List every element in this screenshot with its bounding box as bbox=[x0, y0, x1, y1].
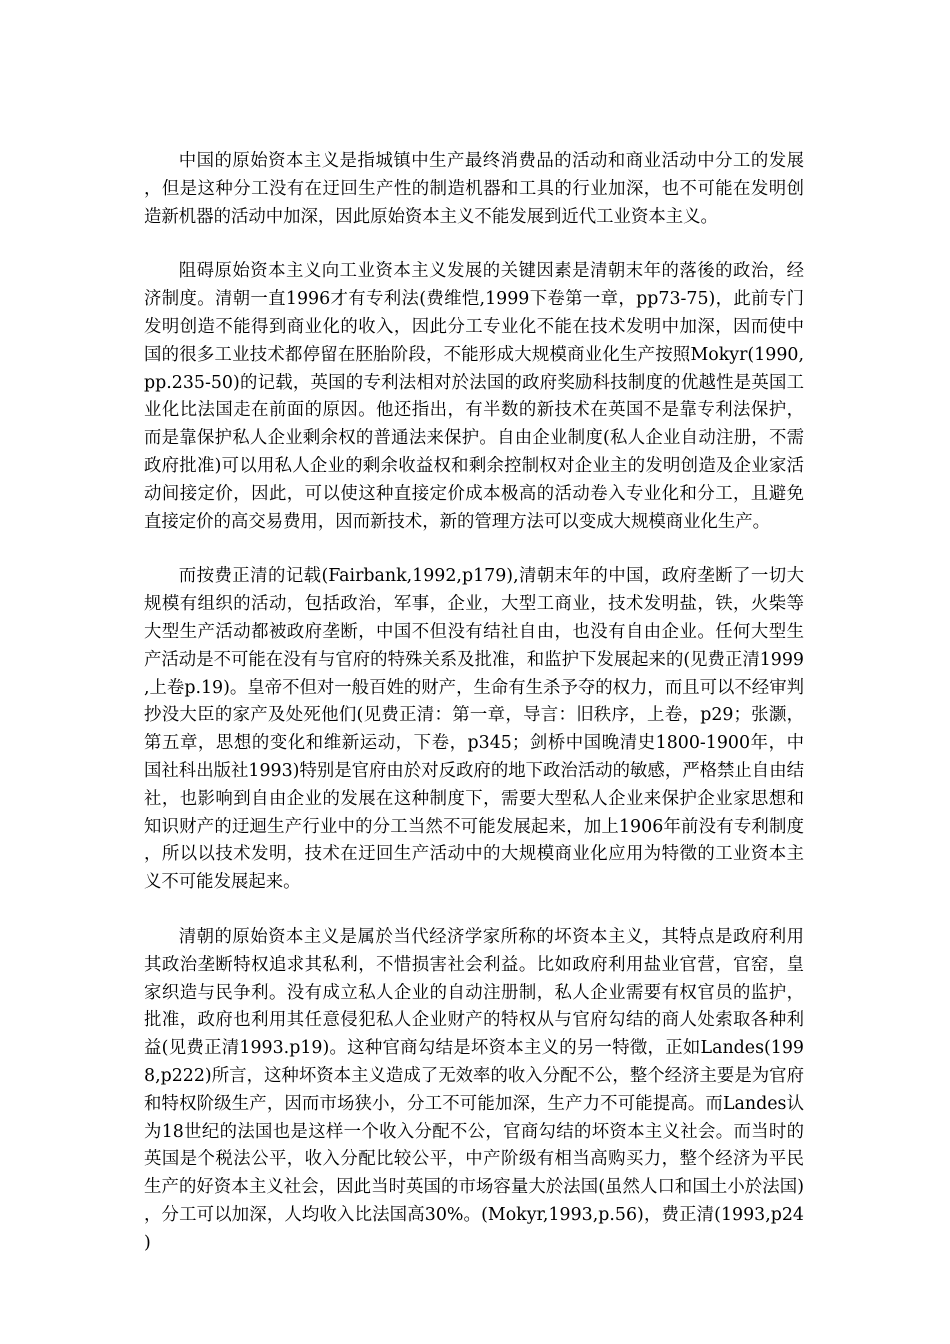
document-body bbox=[144, 148, 804, 1284]
paragraph-3: 而按费正清的记载(Fairbank,1992,p179),清朝末年的中国，政府垄断了一切大规模有组织的活动，包括政治，军事，企业，大型工商业，技术发明盐，铁，火柴等大型生产活动都被政府垄断，中国不但没有结社自由，也没有自由企业。任何大型生产活动是不可能在没有与官府的特殊关系及批准，和监护下发展起来的(见费正清1999,上卷p.19)。皇帝不但对一般百姓的财产，生命有生杀予夺的权力，而且可以不经审判抄没大臣的家产及处死他们(见费正清：第一章，导言：旧秩序，上卷，p29；张灏，第五章，思想的变化和维新运动，下卷，p345；剑桥中国晚清史1800-1900年，中国社科出版社1993)特别是官府由於对反政府的地下政治活动的敏感，严格禁止自由结社，也影响到自由企业的发展在这种制度下，需要大型私人企业来保护企业家思想和知识财产的迂迴生产行业中的分工当然不可能发展起来，加上1906年前没有专利制度，所以以技术发明，技术在迂回生产活动中的大规模商业化应用为特徵的工业资本主义不可能发展起来。 bbox=[144, 566, 804, 893]
paragraph-2: 阻碍原始资本主义向工业资本主义发展的关键因素是清朝末年的落後的政治，经济制度。清朝一直1996才有专利法(费维恺,1999下卷第一章，pp73-75)，此前专门发明创造不能得到商业化的收入，因此分工专业化不能在技术发明中加深，因而使中国的很多工业技术都停留在胚胎阶段，不能形成大规模商业化生产按照Mokyr(1990,pp.235-50)的记载，英国的专利法相对於法国的政府奖励科技制度的优越性是英国工业化比法国走在前面的原因。他还指出，有半数的新技术在英国不是靠专利法保护，而是靠保护私人企业剩余权的普通法来保护。自由企业制度(私人企业自动注册，不需政府批准)可以用私人企业的剩余收益权和剩余控制权对企业主的发明创造及企业家活动间接定价，因此，可以使这种直接定价成本极高的活动卷入专业化和分工，且避免直接定价的高交易费用，因而新技术，新的管理方法可以变成大规模商业化生产。 bbox=[144, 261, 804, 532]
paragraph-4: 清朝的原始资本主义是属於当代经济学家所称的坏资本主义，其特点是政府利用其政治垄断特权追求其私利，不惜损害社会利益。比如政府利用盐业官营，官窑，皇家织造与民争利。没有成立私人企业的自动注册制，私人企业需要有权官员的监护，批准，政府也利用其任意侵犯私人企业财产的特权从与官府勾结的商人处索取各种利益(见费正清1993.p19)。这种官商勾结是坏资本主义的另一特徵，正如Landes(1998,p222)所言，这种坏资本主义造成了无效率的收入分配不公，整个经济主要是为官府和特权阶级生产，因而市场狭小，分工不可能加深，生产力不可能提高。而Landes认为18世纪的法国也是这样一个收入分配不公，官商勾结的坏资本主义社会。而当时的英国是个税法公平，收入分配比较公平，中产阶级有相当高购买力，整个经济为平民生产的好资本主义社会，因此当时英国的市场容量大於法国(虽然人口和国土小於法国)，分工可以加深，人均收入比法国高30%。(Mokyr,1993,p.56)，费正清(1993,p24) bbox=[144, 926, 804, 1253]
paragraph-1: 中国的原始资本主义是指城镇中生产最终消费品的活动和商业活动中分工的发展，但是这种分工没有在迂回生产性的制造机器和工具的行业加深，也不可能在发明创造新机器的活动中加深，因此原始资本主义不能发展到近代工业资本主义。 bbox=[144, 151, 804, 227]
